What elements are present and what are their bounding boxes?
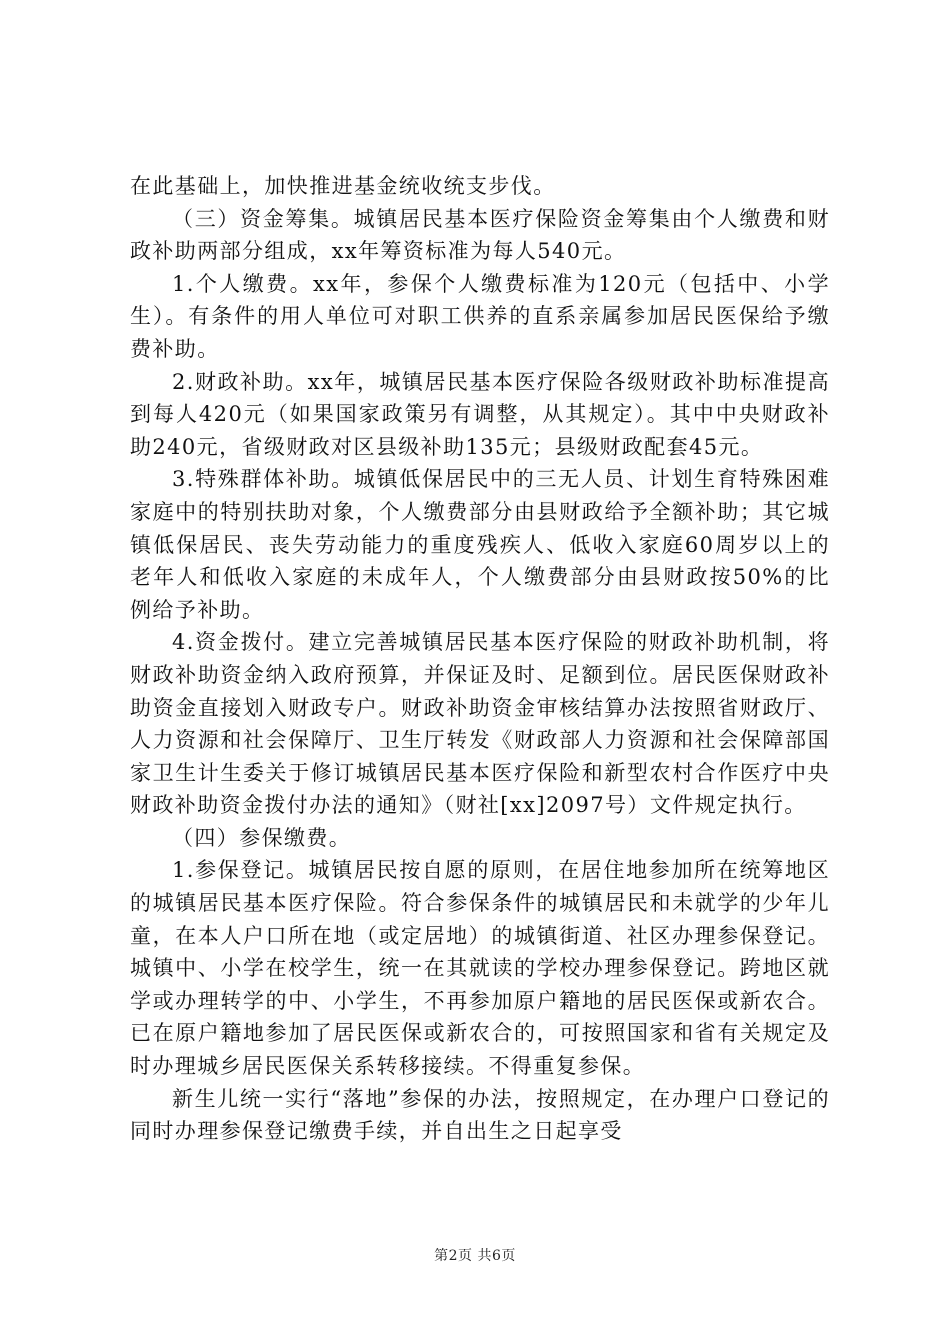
paragraph-5: 4.资金拨付。建立完善城镇居民基本医疗保险的财政补助机制，将财政补助资金纳入政府预算，并保证及时、足额到位。居民医保财政补助资金直接划入财政专户。财政补助资金审核结算办法按照省财政厅、人力资源和社会保障厅、卫生厅转发《财政部人力资源和社会保障部国家卫生计生委关于修订城镇居民基本医疗保险和新型农村合作医疗中央财政补助资金拨付办法的通知》（财社[xx]2097号）文件规定执行。 — [130, 630, 830, 818]
paragraph-4: 3.特殊群体补助。城镇低保居民中的三无人员、计划生育特殊困难家庭中的特别扶助对象，个人缴费部分由县财政给予全额补助；其它城镇低保居民、丧失劳动能力的重度残疾人、低收入家庭60周岁以上的老年人和低收入家庭的未成年人，个人缴费部分由县财政按50%的比例给予补助。 — [130, 467, 830, 622]
page-footer — [0, 1245, 950, 1265]
paragraph-1: （三）资金筹集。城镇居民基本医疗保险资金筹集由个人缴费和财政补助两部分组成，xx年筹资标准为每人540元。 — [130, 206, 830, 264]
paragraph-0: 在此基础上，加快推进基金统收统支步伐。 — [130, 174, 556, 198]
paragraph-7: 1.参保登记。城镇居民按自愿的原则，在居住地参加所在统筹地区的城镇居民基本医疗保险。符合参保条件的城镇居民和未就学的少年儿童，在本人户口所在地（或定居地）的城镇街道、社区办理参保登记。城镇中、小学在校学生，统一在其就读的学校办理参保登记。跨地区就学或办理转学的中、小学生，不再参加原户籍地的居民医保或新农合。已在原户籍地参加了居民医保或新农合的，可按照国家和省有关规定及时办理城乡居民医保关系转移接续。不得重复参保。 — [130, 858, 830, 1079]
paragraph-3: 2.财政补助。xx年，城镇居民基本医疗保险各级财政补助标准提高到每人420元（如果国家政策另有调整，从其规定）。其中中央财政补助240元，省级财政对区县级补助135元；县级财政配套45元。 — [130, 369, 830, 459]
page-number-label: 第2页 共6页 — [434, 1248, 516, 1264]
paragraph-2: 1.个人缴费。xx年，参保个人缴费标准为120元（包括中、小学生）。有条件的用人单位可对职工供养的直系亲属参加居民医保给予缴费补助。 — [130, 271, 830, 361]
document-body — [130, 170, 830, 1148]
paragraph-6: （四）参保缴费。 — [172, 825, 352, 850]
paragraph-8: 新生儿统一实行“落地”参保的办法，按照规定，在办理户口登记的同时办理参保登记缴费手续，并自出生之日起享受 — [130, 1086, 830, 1144]
